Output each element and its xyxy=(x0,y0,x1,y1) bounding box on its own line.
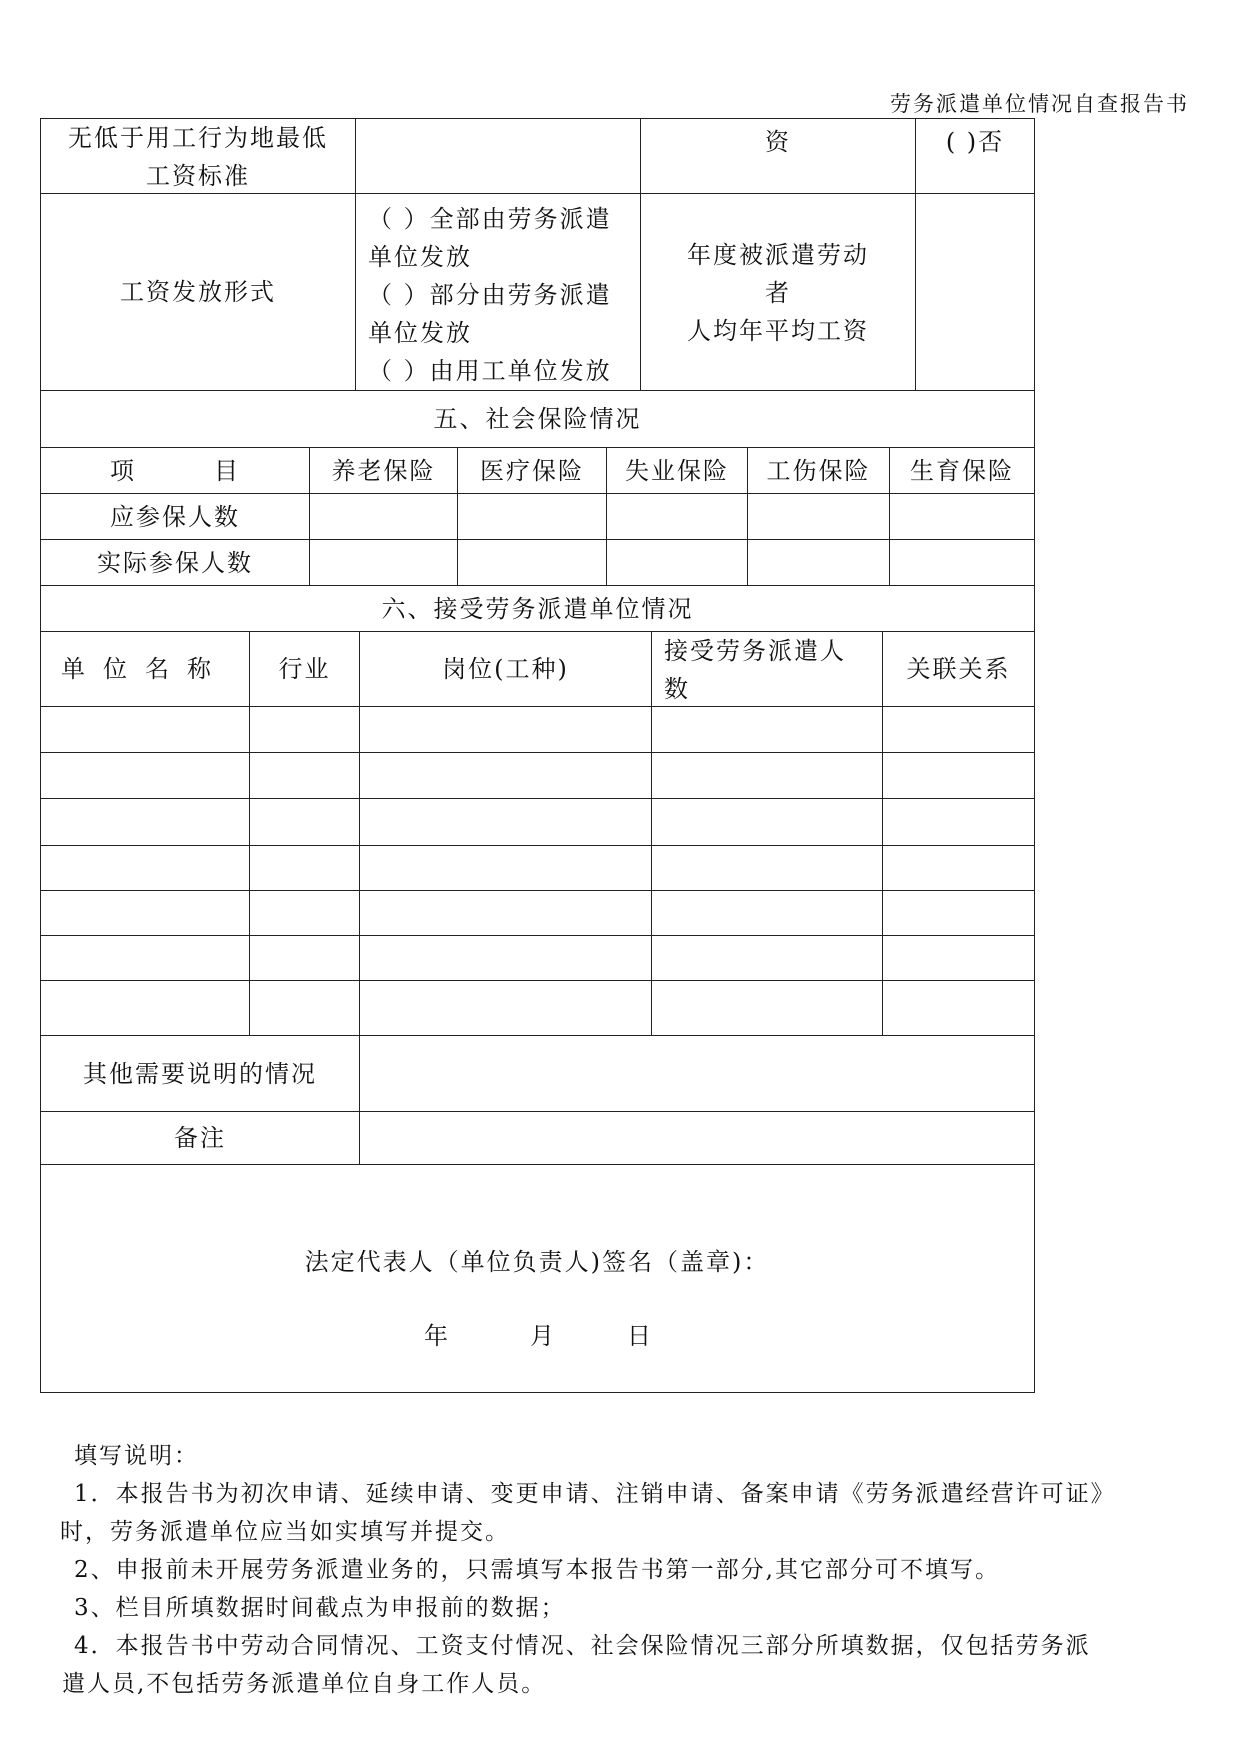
receivers-section-title xyxy=(40,585,1035,632)
insurance-col-maternity xyxy=(889,447,1035,494)
insurance-row-actual-text: 实际参保人数 xyxy=(97,548,253,577)
receivers-table-cell[interactable] xyxy=(882,935,1035,981)
receivers-table-cell[interactable] xyxy=(359,980,652,1036)
remark-value-cell[interactable] xyxy=(359,1111,1035,1165)
insurance-col-injury xyxy=(747,447,890,494)
receivers-col-count-text-2: 数 xyxy=(664,675,690,703)
pay-form-option-all-cont: 单位发放 xyxy=(368,243,472,271)
remark-label-cell xyxy=(40,1111,360,1165)
insurance-row-required xyxy=(40,493,310,540)
receivers-col-industry xyxy=(249,631,360,707)
receivers-table-cell[interactable] xyxy=(40,706,250,753)
insurance-col-medical-text: 医疗保险 xyxy=(480,456,584,485)
receivers-table-cell[interactable] xyxy=(651,752,883,799)
insurance-col-medical xyxy=(457,447,607,494)
pay-form-option-partial-cont: 单位发放 xyxy=(368,319,472,347)
insurance-row-actual xyxy=(40,539,310,586)
min-wage-label-cell xyxy=(40,118,356,194)
receivers-table-cell[interactable] xyxy=(249,935,360,981)
note-item: 1．本报告书为初次申请、延续申请、变更申请、注销申请、备案申请《劳务派遣经营许可证》 xyxy=(74,1481,1116,1507)
receivers-col-industry-text: 行业 xyxy=(278,655,331,683)
remark-label: 备注 xyxy=(174,1124,226,1152)
insurance-cell[interactable] xyxy=(457,539,607,586)
notes-title: 填写说明： xyxy=(74,1443,199,1469)
receivers-table-cell[interactable] xyxy=(651,798,883,846)
date-year: 年 xyxy=(424,1322,448,1350)
other-label-cell xyxy=(40,1035,360,1112)
avg-wage-label-line-3: 人均年平均工资 xyxy=(687,317,869,345)
receivers-col-position-text: 岗位(工种) xyxy=(442,655,569,683)
receivers-table-cell[interactable] xyxy=(651,935,883,981)
pay-form-option-employer[interactable]: （ ）由用工单位发放 xyxy=(368,357,612,385)
insurance-cell[interactable] xyxy=(747,539,890,586)
receivers-col-relation-text: 关联关系 xyxy=(906,655,1011,683)
avg-wage-value-cell[interactable] xyxy=(915,193,1035,391)
filling-notes xyxy=(62,1437,1192,1703)
receivers-table-cell[interactable] xyxy=(249,980,360,1036)
receivers-table-cell[interactable] xyxy=(40,798,250,846)
note-item: 2、申报前未开展劳务派遣业务的，只需填写本报告书第一部分,其它部分可不填写。 xyxy=(74,1557,1000,1583)
receivers-table-cell[interactable] xyxy=(882,890,1035,936)
insurance-item-header xyxy=(40,447,310,494)
pay-form-options-cell[interactable] xyxy=(355,193,641,391)
receivers-table-cell[interactable] xyxy=(40,890,250,936)
receivers-table-cell[interactable] xyxy=(249,845,360,891)
receivers-col-count xyxy=(651,631,883,707)
min-wage-label-line-1: 无低于用工行为地最低 xyxy=(68,124,328,152)
receivers-table-cell[interactable] xyxy=(249,706,360,753)
min-wage-no-cell[interactable] xyxy=(915,118,1035,194)
other-label: 其他需要说明的情况 xyxy=(83,1059,317,1088)
pay-form-label-cell xyxy=(40,193,356,391)
avg-wage-label-line-1: 年度被派遣劳动 xyxy=(687,241,869,269)
receivers-table-cell[interactable] xyxy=(40,935,250,981)
insurance-item-header-text: 项 目 xyxy=(110,456,240,485)
note-item: 3、栏目所填数据时间截点为申报前的数据； xyxy=(74,1595,566,1621)
min-wage-label-line-2: 工资标准 xyxy=(146,162,250,190)
receivers-table-cell[interactable] xyxy=(249,752,360,799)
receivers-table-cell[interactable] xyxy=(882,752,1035,799)
receivers-col-name xyxy=(40,631,250,707)
insurance-cell[interactable] xyxy=(889,539,1035,586)
avg-wage-label-line-2: 者 xyxy=(765,279,791,307)
note-item: 4．本报告书中劳动合同情况、工资支付情况、社会保险情况三部分所填数据，仅包括劳务派 xyxy=(74,1633,1091,1659)
signature-label: 法定代表人（单位负责人)签名（盖章)： xyxy=(304,1248,770,1276)
avg-wage-label-cell xyxy=(640,193,916,391)
document-header-title: 劳务派遣单位情况自查报告书 xyxy=(890,92,1189,116)
insurance-cell[interactable] xyxy=(457,493,607,540)
receivers-table-cell[interactable] xyxy=(249,890,360,936)
other-value-cell[interactable] xyxy=(359,1035,1035,1112)
insurance-cell[interactable] xyxy=(309,493,458,540)
receivers-table-cell[interactable] xyxy=(651,845,883,891)
receivers-table-cell[interactable] xyxy=(882,798,1035,846)
min-wage-no-checkbox[interactable]: ( )否 xyxy=(945,128,1005,156)
receivers-section-title-text: 六、接受劳务派遣单位情况 xyxy=(381,594,694,623)
receivers-table-cell[interactable] xyxy=(359,798,652,846)
insurance-section-title xyxy=(40,390,1035,448)
receivers-table-cell[interactable] xyxy=(651,980,883,1036)
insurance-cell[interactable] xyxy=(309,539,458,586)
insurance-col-injury-text: 工伤保险 xyxy=(766,456,871,485)
receivers-table-cell[interactable] xyxy=(40,980,250,1036)
receivers-table-cell[interactable] xyxy=(40,845,250,891)
receivers-table-cell[interactable] xyxy=(651,706,883,753)
min-wage-col3-text: 资 xyxy=(765,128,791,156)
pay-form-option-all[interactable]: （ ）全部由劳务派遣 xyxy=(368,205,612,233)
insurance-cell[interactable] xyxy=(889,493,1035,540)
insurance-section-title-text: 五、社会保险情况 xyxy=(433,405,642,433)
insurance-row-required-text: 应参保人数 xyxy=(110,502,240,531)
receivers-table-cell[interactable] xyxy=(40,752,250,799)
receivers-table-cell[interactable] xyxy=(882,980,1035,1036)
insurance-col-unemployment-text: 失业保险 xyxy=(625,456,729,485)
note-item: 时，劳务派遣单位应当如实填写并提交。 xyxy=(60,1519,510,1545)
receivers-table-cell[interactable] xyxy=(359,706,652,753)
insurance-cell[interactable] xyxy=(606,493,748,540)
receivers-table-cell[interactable] xyxy=(882,706,1035,753)
min-wage-col3-cell xyxy=(640,118,916,194)
insurance-col-pension xyxy=(309,447,458,494)
date-day: 日 xyxy=(627,1322,651,1350)
receivers-table-cell[interactable] xyxy=(359,845,652,891)
pay-form-option-partial[interactable]: （ ）部分由劳务派遣 xyxy=(368,281,612,309)
receivers-table-cell[interactable] xyxy=(359,890,652,936)
receivers-col-relation xyxy=(882,631,1035,707)
receivers-table-cell[interactable] xyxy=(882,845,1035,891)
signature-box[interactable] xyxy=(40,1164,1035,1393)
insurance-col-unemployment xyxy=(606,447,748,494)
receivers-table-cell[interactable] xyxy=(651,890,883,936)
receivers-table-cell[interactable] xyxy=(249,798,360,846)
receivers-table-cell[interactable] xyxy=(359,752,652,799)
insurance-col-pension-text: 养老保险 xyxy=(331,456,436,485)
insurance-col-maternity-text: 生育保险 xyxy=(910,456,1014,485)
insurance-cell[interactable] xyxy=(606,539,748,586)
note-item: 遣人员,不包括劳务派遣单位自身工作人员。 xyxy=(62,1671,547,1697)
date-month: 月 xyxy=(530,1322,554,1350)
receivers-col-name-text: 单位名称 xyxy=(61,655,229,683)
receivers-table-cell[interactable] xyxy=(359,935,652,981)
pay-form-label: 工资发放形式 xyxy=(120,278,276,306)
insurance-cell[interactable] xyxy=(747,493,890,540)
min-wage-value-cell[interactable] xyxy=(355,118,641,194)
receivers-col-position xyxy=(359,631,652,707)
receivers-col-count-text-1: 接受劳务派遣人 xyxy=(664,637,846,665)
